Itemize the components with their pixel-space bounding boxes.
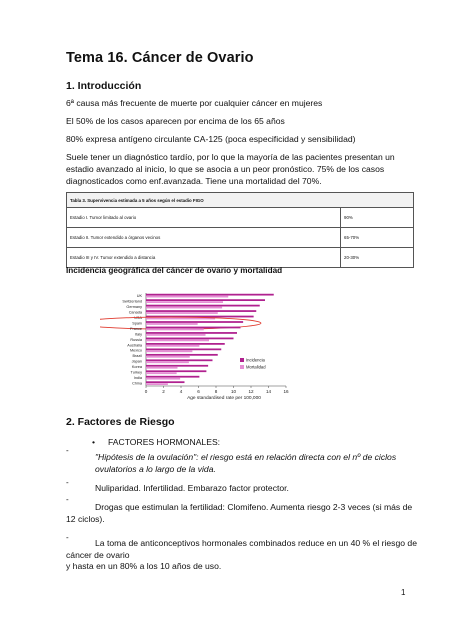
category-label: UK (136, 294, 142, 299)
category-label: India (133, 376, 142, 381)
bar-mortalidad (146, 350, 192, 352)
bar-incidencia (146, 305, 260, 307)
bar-incidencia (146, 376, 199, 378)
dash-marker: - (66, 495, 69, 504)
category-label: France (130, 326, 142, 331)
category-label: Korea (131, 365, 142, 370)
bar-incidencia (146, 332, 237, 334)
bar-mortalidad (146, 329, 204, 331)
incidence-mortality-chart (100, 286, 300, 406)
risk-item: Drogas que estimulan la fertilidad: Clomifeno. Aumenta riesgo 2-3 veces (si más de 12 ciclos). (66, 502, 413, 524)
category-label: Japan (131, 359, 142, 364)
risk-item: La toma de anticonceptivos hormonales combinados reduce en un 40 % el riesgo de cáncer de ovario (66, 538, 417, 560)
bullet-item (92, 437, 220, 447)
intro-paragraph: 6ª causa más frecuente de muerte por cualquier cáncer en mujeres (66, 98, 323, 108)
category-label: Brazil (132, 354, 142, 359)
x-tick-label: 8 (214, 389, 218, 394)
bar-incidencia (146, 381, 185, 383)
legend-label: Incidencia (246, 357, 265, 363)
x-tick-label: 2 (162, 389, 165, 394)
bar-incidencia (146, 321, 243, 323)
x-tick-label: 12 (248, 389, 254, 394)
bar-incidencia (146, 359, 213, 361)
x-tick-label: 16 (283, 389, 289, 394)
bar-mortalidad (146, 356, 190, 358)
bar-incidencia (146, 327, 241, 329)
bar-mortalidad (146, 383, 168, 385)
category-label: Spain (132, 321, 142, 326)
bar-incidencia (146, 370, 206, 372)
table-cell-value: 20-30% (341, 248, 414, 268)
category-label: Canada (128, 310, 142, 315)
x-tick-label: 14 (265, 389, 272, 394)
page-number: 1 (401, 588, 406, 597)
section-heading-risk: 2. Factores de Riesgo (66, 416, 175, 428)
intro-paragraph: 80% expresa antígeno circulante CA-125 (poca especificidad y sensibilidad) (66, 134, 356, 144)
bullet-label: FACTORES HORMONALES: (108, 437, 221, 447)
category-label: Mexico (129, 348, 142, 353)
chart-heading: Incidencia geográfica del cáncer de ovario y mortalidad (66, 266, 283, 275)
bar-mortalidad (146, 372, 177, 374)
bar-incidencia (146, 299, 265, 301)
risk-item (95, 452, 417, 476)
section-heading-intro: 1. Introducción (66, 80, 142, 92)
bar-mortalidad (146, 312, 218, 314)
closing-line: y hasta en un 80% a los 10 años de uso. (66, 561, 222, 571)
table-cell-value: 90% (341, 208, 414, 228)
table-row (67, 208, 414, 228)
bar-mortalidad (146, 340, 209, 342)
risk-item-text: "Hipótesis de la ovulación": el riesgo está en relación directa con el nº de ciclos ovulatorios a lo largo de la vida. (95, 452, 397, 474)
bar-mortalidad (146, 296, 228, 298)
bar-mortalidad (146, 323, 198, 325)
legend-swatch (240, 365, 244, 369)
category-label: China (132, 381, 142, 386)
dash-marker: - (66, 446, 69, 455)
bar-mortalidad (146, 367, 178, 369)
intro-paragraph: El 50% de los casos aparecen por encima de los 65 años (66, 116, 285, 126)
table-cell-stage: Estadio I. Tumor limitado al ovario (67, 208, 341, 228)
table-cell-value: 65-70% (341, 228, 414, 248)
bar-mortalidad (146, 334, 206, 336)
table-row (67, 228, 414, 248)
bar-incidencia (146, 354, 218, 356)
dash-marker: - (66, 533, 69, 542)
risk-item: Nuliparidad. Infertilidad. Embarazo factor protector. (95, 483, 289, 493)
category-label: Russia (130, 337, 142, 342)
survival-table (66, 192, 414, 268)
table-cell-stage: Estadio III y IV. Tumor extendido a distancia (67, 248, 341, 268)
bullet-icon: • (92, 437, 96, 447)
category-label: USA (134, 315, 142, 320)
category-label: Switzerland (122, 299, 142, 304)
x-tick-label: 4 (179, 389, 183, 394)
x-tick-label: 0 (144, 389, 148, 394)
intro-paragraph: Suele tener un diagnóstico tardío, por lo que la mayoría de las pacientes presentan un estadio avanzado al inicio, lo que se asocia a un peor pronóstico. 75% de los casos diagnosticados como enf.avanzada. Tiene una mortalidad del 70%. (66, 152, 395, 186)
table-row (67, 248, 414, 268)
x-tick-label: 10 (230, 389, 237, 394)
bar-incidencia (146, 310, 256, 312)
legend-label: Mortalidad (246, 364, 266, 370)
bar-mortalidad (146, 345, 199, 347)
x-tick-label: 6 (197, 389, 200, 394)
legend-swatch (240, 358, 244, 362)
dash-marker: - (66, 478, 69, 487)
category-label: Italy (135, 332, 142, 337)
page-title: Tema 16. Cáncer de Ovario (66, 50, 254, 66)
category-label: Turkey (130, 370, 142, 375)
x-axis-label: Age standardised rate per 100,000 (187, 396, 261, 401)
category-label: Germany (126, 304, 142, 309)
category-label: Australia (127, 343, 142, 348)
bar-incidencia (146, 343, 225, 345)
bar-incidencia (146, 338, 234, 340)
bar-mortalidad (146, 378, 180, 380)
survival-table-caption: Tabla 3. Supervivencia estimada a 5 años según el estadio FIGO (67, 193, 414, 208)
bar-incidencia (146, 294, 274, 296)
bar-mortalidad (146, 307, 222, 309)
bar-incidencia (146, 365, 208, 367)
bar-mortalidad (146, 361, 189, 363)
bar-mortalidad (146, 301, 223, 303)
bar-incidencia (146, 348, 221, 350)
table-cell-stage: Estadio II. Tumor extendido a órganos vecinos (67, 228, 341, 248)
